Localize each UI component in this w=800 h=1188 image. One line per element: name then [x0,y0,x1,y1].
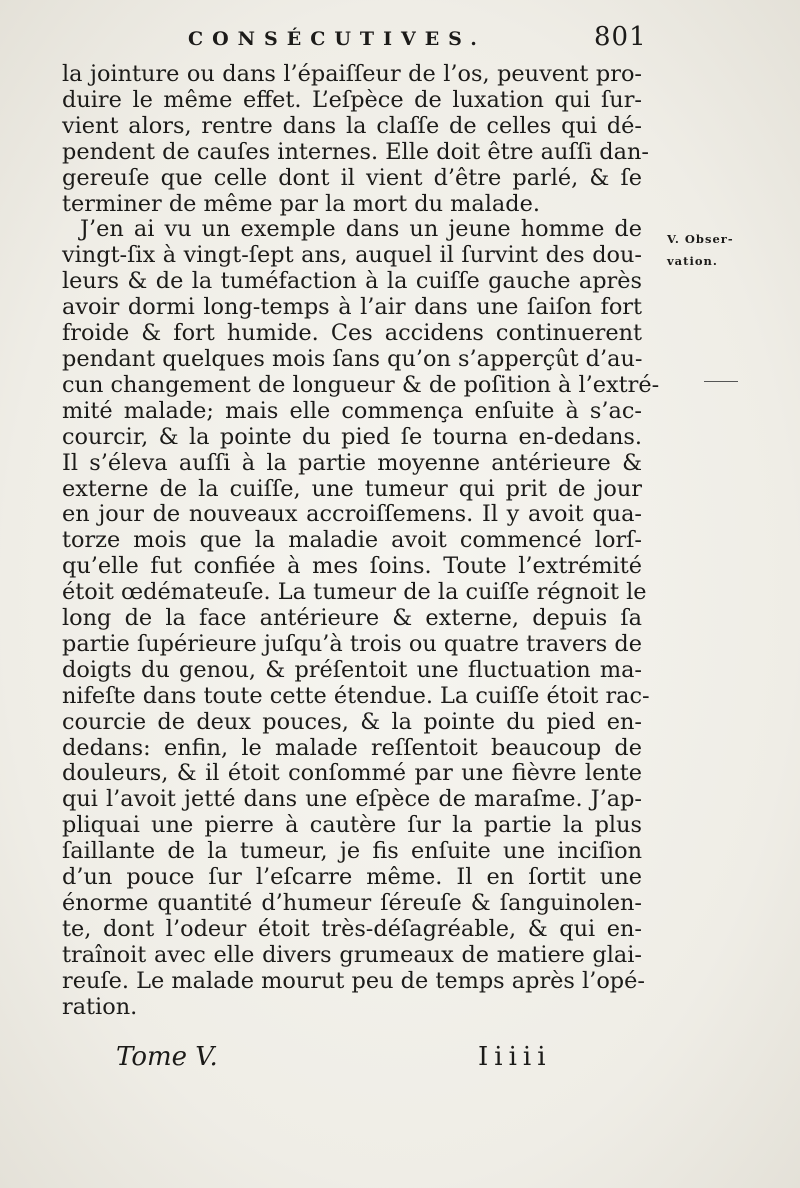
text-line: vient alors, rentre dans la claſſe de celles qui dé- [62,112,642,139]
text-line: gereuſe que celle dont il vient d’être parlé, & ſe [62,164,642,191]
text-line: externe de la cuiſſe, une tumeur qui prit de jour [62,475,642,502]
text-line: reuſe. Le malade mourut peu de temps après l’opé- [62,967,645,994]
text-line: ration. [62,993,138,1020]
text-line: d’un pouce ſur l’eſcarre même. Il en ſortit une [62,864,642,891]
text-line: te, dont l’odeur étoit très-déſagréable, & qui en- [62,915,642,942]
text-line: dedans: enfin, le malade reſſentoit beaucoup de [62,734,642,761]
margin-note-line: vation. [667,254,718,268]
text-line: qu’elle fut confiée à mes ſoins. Toute l’extrémité [62,553,642,580]
text-line: étoit œdémateuſe. La tumeur de la cuiſſe régnoit le [62,579,647,606]
text-line: mité malade; mais elle commença enſuite à s’ac- [62,397,642,424]
page-number: 801 [594,22,647,52]
text-line: ſaillante de la tumeur, je fis enſuite une inciſion [62,838,642,865]
signature-mark: Iiiii [478,1042,552,1072]
text-line: courcir, & la pointe du pied ſe tourna en-dedans. [62,423,642,450]
text-line: pliquai une pierre à cautère ſur la partie la plus [62,812,642,839]
text-line: courcie de deux pouces, & la pointe du pied en- [62,708,642,735]
text-line: terminer de même par la mort du malade. [62,190,540,217]
text-line: partie ſupérieure juſqu’à trois ou quatre travers de [62,630,642,657]
text-line: qui l’avoit jetté dans une eſpèce de maraſme. J’ap- [62,786,642,813]
margin-note-observation [667,228,734,272]
text-line: douleurs, & il étoit conſommé par une fièvre lente [62,760,642,787]
text-line: avoir dormi long-temps à l’air dans une ſaiſon fort [62,294,642,321]
text-line: froide & fort humide. Ces accidens continuerent [62,320,642,347]
text-line: énorme quantité d’humeur ſéreuſe & ſanguinolen- [62,890,642,916]
body-text [62,61,660,1021]
text-line: J’en ai vu un exemple dans un jeune homme de [80,216,642,243]
text-line: long de la face antérieure & externe, depuis ſa [62,605,642,632]
text-line: traînoit avec elle divers grumeaux de matiere glai- [62,941,642,968]
text-line: vingt-ſix à vingt-ſept ans, auquel il ſurvint des dou- [62,242,642,269]
text-line: cun changement de longueur & de poſition à l’extré- [62,371,660,398]
margin-rule [704,381,738,382]
text-line: en jour de nouveaux accroiſſemens. Il y avoit qua- [62,501,642,528]
running-head: CONSÉCUTIVES. [188,28,486,50]
text-line: pendant quelques mois ſans qu’on s’apperçût d’au- [62,345,643,372]
volume-label: Tome V. [116,1042,218,1072]
margin-note-line: V. Obser- [667,232,734,246]
text-line: torze mois que la maladie avoit commencé lorſ- [62,527,642,554]
text-line: leurs & de la tuméfaction à la cuiſſe gauche après [62,268,642,295]
text-line: pendent de cauſes internes. Elle doit être auſſi dan- [62,138,649,165]
text-line: Il s’éleva auſſi à la partie moyenne antérieure & [62,449,642,476]
text-line: la jointure ou dans l’épaiſſeur de l’os, peuvent pro- [62,61,642,87]
text-line: duire le même effet. L’eſpèce de luxation qui ſur- [62,86,642,113]
text-line: nifeſte dans toute cette étendue. La cuiſſe étoit rac- [62,682,650,709]
text-line: doigts du genou, & préſentoit une fluctuation ma- [62,656,642,683]
